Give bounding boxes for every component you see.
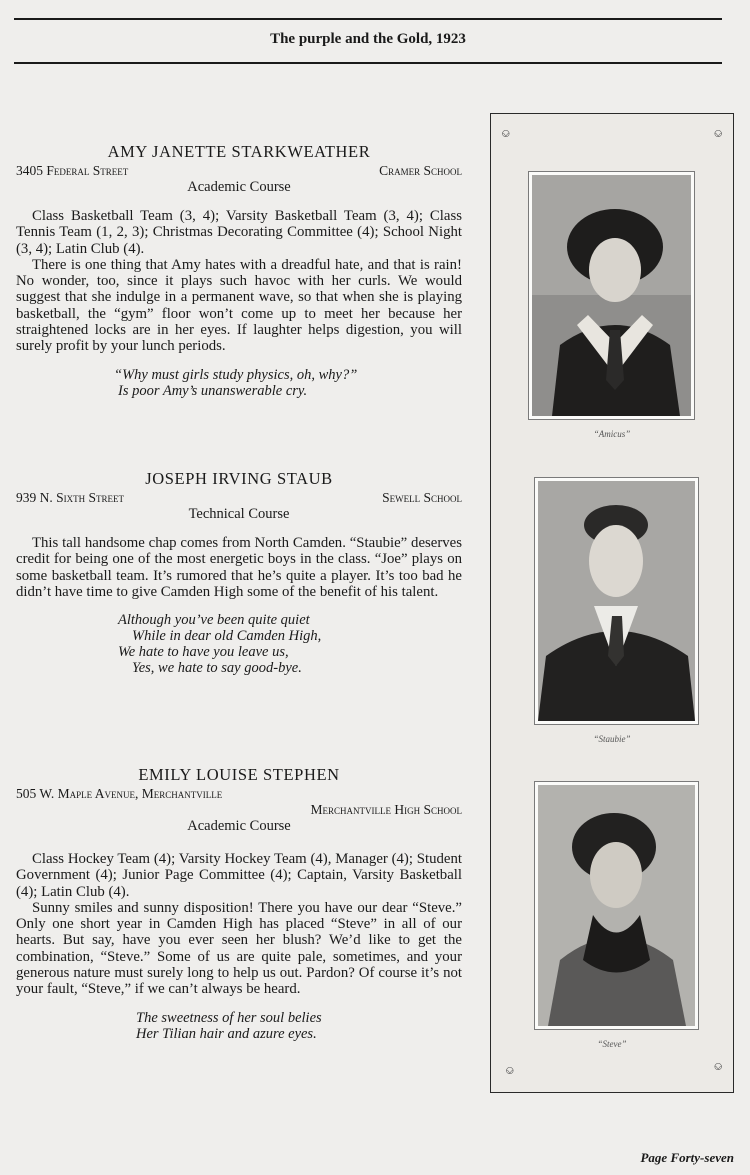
nickname-caption: “Steve”	[597, 1039, 627, 1049]
address-row	[16, 490, 462, 506]
activities-paragraph: Class Basketball Team (3, 4); Varsity Basketball Team (3, 4); Class Tennis Team (1, 2, 3); Christmas Decorating Committee (4); School Night (3, 4); Latin Club (4).	[16, 208, 462, 257]
verse-line: Her Tilian hair and azure eyes.	[136, 1025, 317, 1042]
senior-entry	[16, 765, 462, 1042]
student-name: AMY JANETTE STARKWEATHER	[107, 142, 371, 161]
ornament-icon: ⎉	[713, 126, 723, 140]
senior-entry	[16, 142, 462, 399]
ornament-icon: ⎉	[501, 126, 511, 140]
verse-line: “Why must girls study physics, oh, why?”	[114, 366, 358, 383]
home-address: 939 N. Sixth Street	[16, 490, 125, 505]
verse-line: Although you’ve been quite quiet	[118, 612, 310, 629]
portrait-girl-curls	[532, 175, 691, 416]
previous-school: Cramer School	[379, 163, 462, 178]
verse	[16, 612, 462, 676]
verse	[16, 1010, 462, 1042]
verse-line: Yes, we hate to say good-bye.	[132, 660, 302, 677]
home-address: 505 W. Maple Avenue, Merchantville	[16, 786, 223, 801]
portrait-image	[532, 175, 691, 416]
biography	[16, 208, 462, 355]
course-name: Technical Course	[188, 506, 290, 522]
address-row	[16, 786, 462, 802]
portrait-photo	[534, 781, 699, 1030]
portrait-image	[538, 481, 695, 721]
portrait-boy-suit	[538, 481, 695, 721]
bio-paragraph: This tall handsome chap comes from North Camden. “Staubie” deserves credit for being one of the most energetic boys in the class. “Joe” plays on some basketball team. It’s rumored that he’s quite a player. It’s too bad he didn’t have time to give Camden High some of the benefit of his talent.	[16, 535, 462, 600]
senior-entry	[16, 469, 462, 676]
portrait-image	[538, 785, 695, 1026]
course-name: Academic Course	[187, 179, 291, 195]
biography	[16, 851, 462, 998]
bio-paragraph: Sunny smiles and sunny disposition! There you have our dear “Steve.” Only one short year in Camden High has placed “Steve” in all of our hearts. But say, have you ever seen her blush? We’d like to get the combination, “Steve.” Some of us are quite pale, sometimes, and your generous nature must surely long to help us out. Pardon? Of course it’s not your fault, “Steve,” if we can’t always be heard.	[16, 899, 462, 998]
previous-school: Sewell School	[382, 490, 462, 505]
verse	[16, 367, 462, 399]
portrait-girl-fur-collar	[538, 785, 695, 1026]
verse-line: The sweetness of her soul belies	[136, 1009, 322, 1026]
previous-school: Merchantville High School	[310, 802, 462, 817]
ornament-icon: ⎉	[713, 1059, 723, 1073]
nickname-caption: “Staubie”	[593, 734, 631, 744]
bio-paragraph: There is one thing that Amy hates with a dreadful hate, and that is rain! No wonder, too, since it plays such havoc with her curls. We would suggest that she indulge in a permanent wave, so that when she is playing basketball, the “gym” floor won’t come up to meet her because her straightened locks are in her eyes. If laughter helps digestion, you will surely profit by your lunch periods.	[16, 256, 462, 355]
course-name: Academic Course	[187, 818, 291, 834]
verse-line: While in dear old Camden High,	[132, 628, 322, 645]
nickname-caption: “Amicus”	[593, 429, 631, 439]
address-row	[16, 163, 462, 179]
school-row	[16, 802, 462, 818]
verse-line: Is poor Amy’s unanswerable cry.	[118, 382, 308, 399]
home-address: 3405 Federal Street	[16, 163, 129, 178]
page-number: Page Forty-seven	[640, 1150, 734, 1165]
photo-column	[490, 113, 734, 1093]
student-name: EMILY LOUISE STEPHEN	[138, 765, 340, 784]
publication-title: The purple and the Gold, 1923	[270, 31, 466, 47]
activities-paragraph: Class Hockey Team (4); Varsity Hockey Team (4), Manager (4); Student Government (4); Junior Page Committee (4); Captain, Varsity Basketball (4); Latin Club (4).	[16, 851, 462, 900]
ornament-icon: ⎉	[505, 1063, 515, 1077]
portrait-photo	[528, 171, 695, 420]
biography	[16, 535, 462, 600]
student-name: JOSEPH IRVING STAUB	[145, 469, 333, 488]
portrait-photo	[534, 477, 699, 725]
page-header	[14, 18, 722, 64]
verse-line: We hate to have you leave us,	[118, 644, 289, 661]
